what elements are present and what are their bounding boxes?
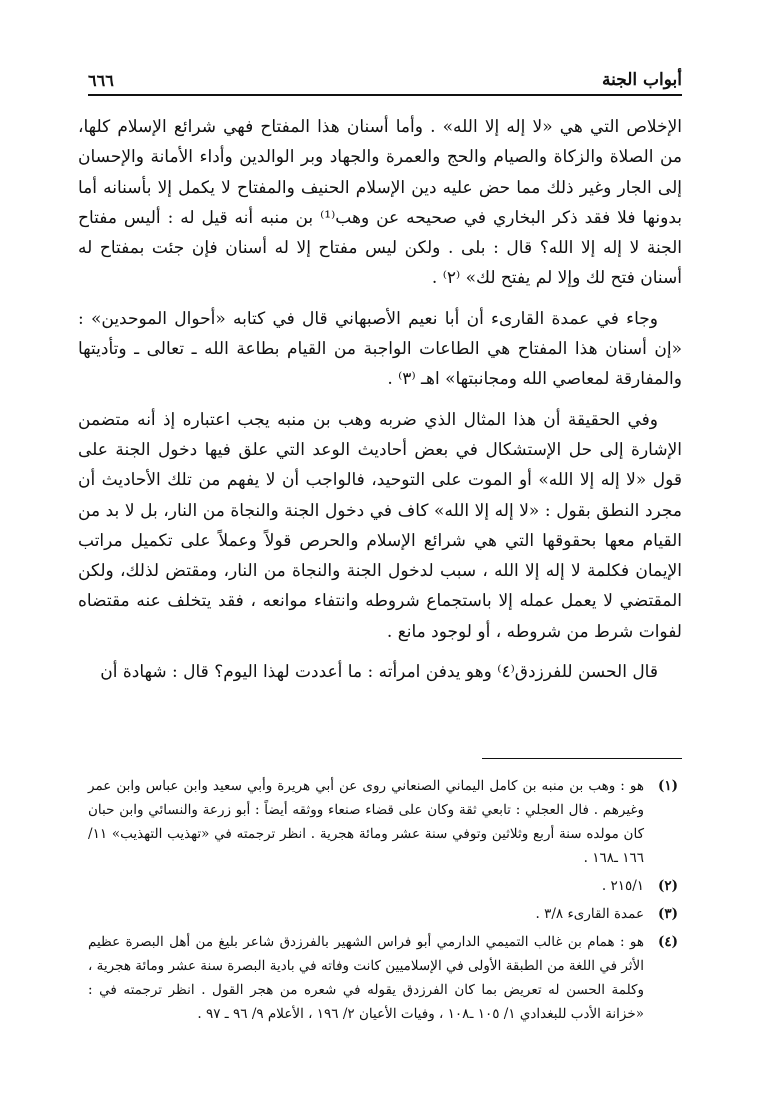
paragraph: وجاء في عمدة القارىء أن أبا نعيم الأصبهاني قال في كتابه «أحوال الموحدين» : «إن أسنان هذا المفتاح هي الطاعات الواجبة من القيام بطاعة الله ـ تعالى ـ وتأديتها والمفارقة لمعاصي الله ومجانبتها» اهـ ⁽٣⁾ . (78, 308, 682, 390)
paragraph: الإخلاص التي هي «لا إله إلا الله» . وأما أسنان هذا المفتاح فهي شرائع الإسلام كلها، من الصلاة والزكاة والصيام والحج والعمرة والجهاد وبر الوالدين وأداء الأمانة والإحسان إلى الجار وغير ذلك مما حض عليه دين الإسلام الحنيف والمفتاح لا يكمل إلا بأسنانه أما بدونها فلا فقد ذكر البخاري في صحيحه عن وهب⁽¹⁾ بن منبه أنه قيل له : أليس مفتاح الجنة لا إله إلا الله؟ قال : بلى . ولكن ليس مفتاح إلا له أسنان فإن جئت بمفتاح له أسنان فتح لك وإلا لم يفتح لك» ⁽٢⁾ . (78, 117, 682, 289)
footnote-text: ٢١٥/١ . (601, 878, 644, 894)
main-text (78, 112, 682, 697)
footnote-text: عمدة القارىء ٣/٨ . (535, 906, 644, 922)
footnote-number: (٣) (657, 906, 678, 922)
footnote (88, 902, 678, 926)
footnote (88, 874, 678, 898)
footnote (88, 930, 678, 1026)
footnote-separator (482, 758, 682, 759)
chapter-title: أبواب الجنة (601, 70, 682, 90)
footnote-number: (١) (657, 778, 678, 794)
footnote-text: هو : وهب بن منبه بن كامل اليماني الصنعاني روى عن أبي هريرة وأبي سعيد وابن عباس وابن عمر وغيرهم . فال العجلي : تابعي ثقة وكان على قضاء صنعاء ووثقه أيضاً : أبو زرعة والنسائي وابن حبان كان مولده سنة أربع وثلاثين وتوفي سنة عشر ومائة هجرية . انظر ترجمته في «تهذيب التهذيب» ١١/ ١٦٦ ـ١٦٨ . (88, 778, 644, 866)
footnote-text: هو : همام بن غالب التميمي الدارمي أبو فراس الشهير بالفرزدق شاعر بليغ من أهل البصرة عظيم الأثر في اللغة من الطبقة الأولى في الإسلاميين كانت وفاته في بادية البصرة سنة عشر ومائة هجرية ، وكلمة الحسن له تعريض بما كان الفرزدق يقوله في شعره من هجر القول . انظر ترجمته في : «خزانة الأدب للبغدادي ١/ ١٠٥ ـ١٠٨ ، وفيات الأعيان ٢/ ١٩٦ ، الأعلام ٩/ ٩٦ ـ ٩٧ . (88, 934, 644, 1022)
footnote-number: (٢) (657, 878, 678, 894)
page-number: ٦٦٦ (88, 70, 114, 90)
paragraph: وفي الحقيقة أن هذا المثال الذي ضربه وهب بن منبه يجب اعتباره إذ أنه متضمن الإشارة إلى حل الإستشكال في بعض أحاديث الوعد التي علق فيها دخول الجنة على قول «لا إله إلا الله» أو الموت على التوحيد، فالواجب أن لا يفهم من تلك الأحاديث أن مجرد النطق بقول : «لا إله إلا الله» كاف في دخول الجنة والنجاة من النار، بل لا بد من القيام معها بحقوقها التي هي شرائع الإسلام والحرص قولاً وعملاً على تكميل مراتب الإيمان فكلمة لا إله إلا الله ، سبب لدخول الجنة والنجاة من النار، ومقتض لذلك، ولكن المقتضي لا يعمل عمله إلا باستجماع شروطه وانتفاء موانعه ، فقد يتخلف عنه مقتضاه لفوات شرط من شروطه ، أو لوجود مانع . (78, 409, 682, 642)
footnote (88, 774, 678, 870)
footnotes (88, 774, 678, 1030)
paragraph: قال الحسن للفرزدق⁽٤⁾ وهو يدفن امرأته : ما أعددت لهذا اليوم؟ قال : شهادة أن (100, 662, 658, 683)
running-header (88, 66, 682, 96)
footnote-number: (٤) (657, 934, 678, 950)
